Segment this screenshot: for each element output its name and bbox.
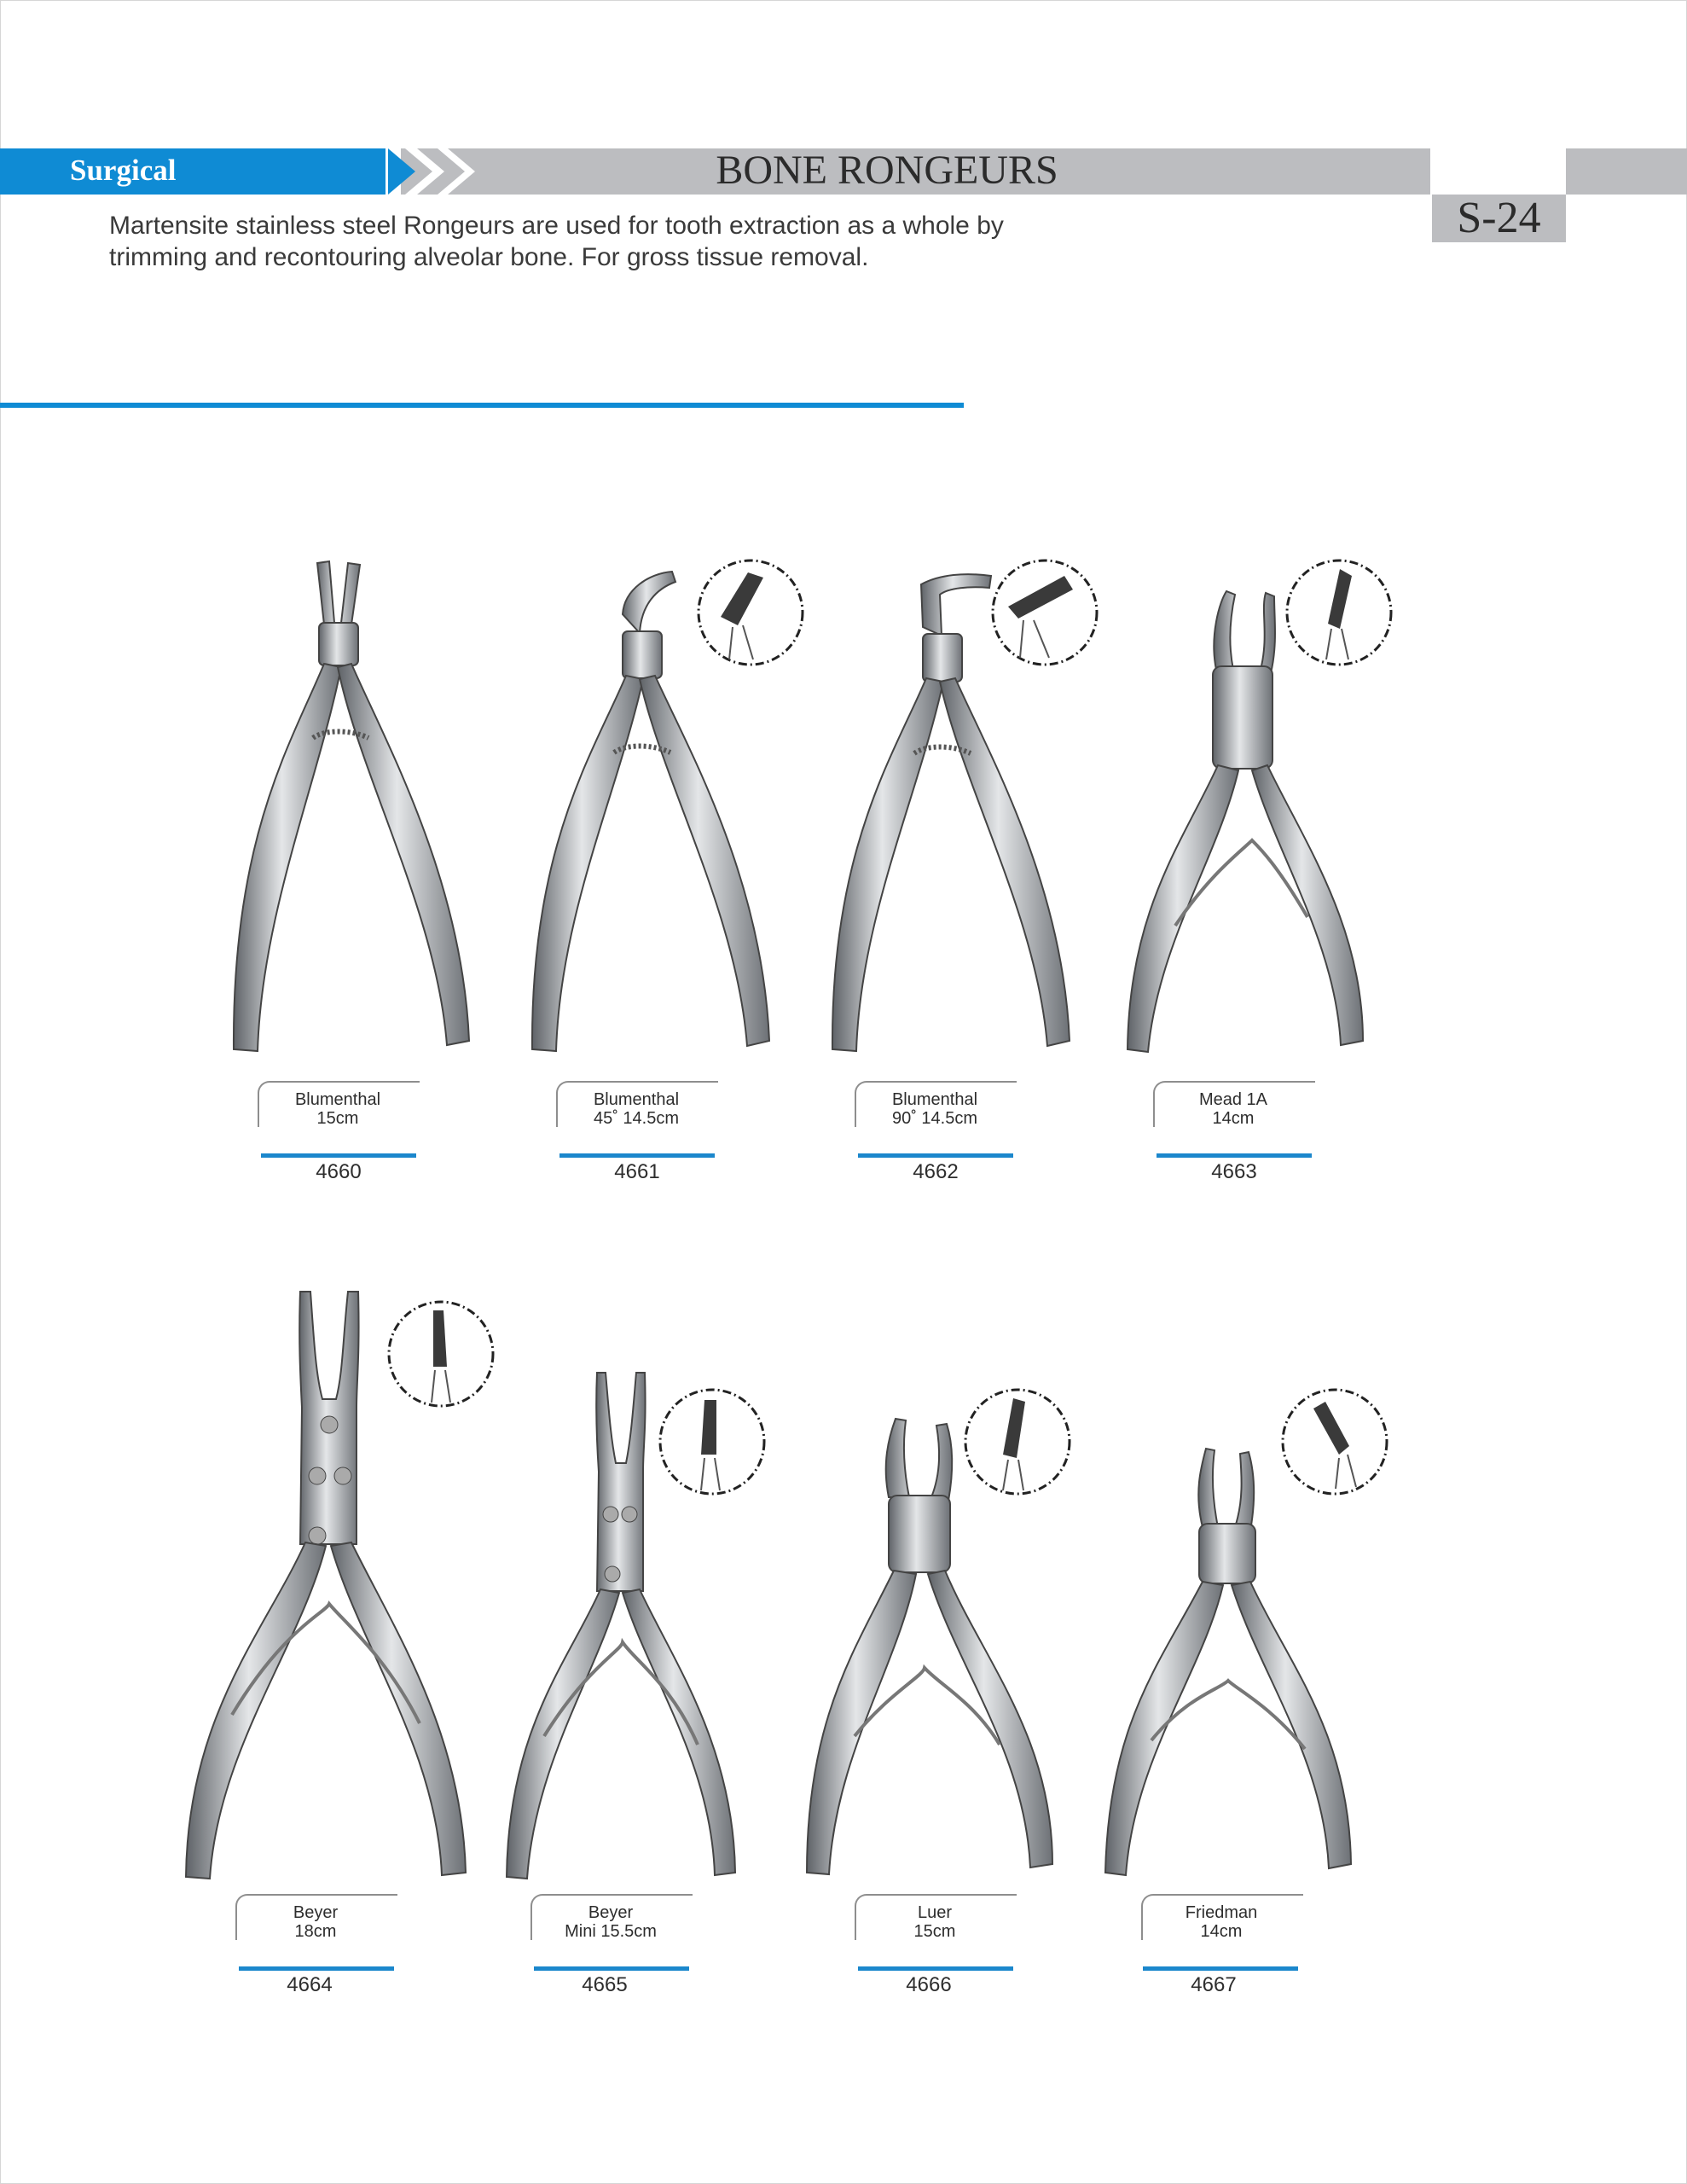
product-spec: 45˚ 14.5cm (593, 1109, 680, 1128)
tip-detail-icon (989, 557, 1100, 668)
tip-detail-icon (1284, 557, 1394, 668)
product-spec: Mini 15.5cm (565, 1922, 657, 1941)
product-label (235, 1903, 396, 1941)
product-code: 4662 (913, 1160, 959, 1183)
product-code: 4661 (614, 1160, 660, 1183)
intro-text (109, 210, 1218, 273)
product-label (556, 1090, 716, 1128)
section-label: Surgical (70, 154, 177, 187)
tip-detail-icon (695, 557, 806, 668)
code-rule (1157, 1153, 1312, 1158)
product-spec: 90˚ 14.5cm (891, 1109, 978, 1128)
product-code: 4667 (1191, 1973, 1237, 1996)
product-label (855, 1903, 1015, 1941)
product-code: 4663 (1211, 1160, 1257, 1183)
product-name: Blumenthal (294, 1090, 381, 1109)
code-rule (858, 1966, 1013, 1971)
product-code: 4664 (287, 1973, 333, 1996)
product-code: 4660 (316, 1160, 362, 1183)
product-label (1141, 1903, 1301, 1941)
tip-detail-icon (1279, 1386, 1390, 1497)
product-name: Mead 1A (1198, 1090, 1268, 1109)
page-title: BONE RONGEURS (716, 148, 1058, 193)
tip-detail-icon (386, 1298, 496, 1409)
code-rule (261, 1153, 416, 1158)
code-rule (534, 1966, 689, 1971)
product-spec: 14cm (1212, 1109, 1255, 1128)
product-name: Friedman (1185, 1903, 1258, 1922)
rongeur-blumenthal-icon (223, 555, 479, 1058)
page-code: S-24 (1457, 194, 1541, 242)
intro-line-1: Martensite stainless steel Rongeurs are used for tooth extraction as a whole by (109, 212, 1004, 240)
section-rule (0, 403, 964, 408)
code-rule (1143, 1966, 1298, 1971)
product-name: Blumenthal (593, 1090, 680, 1109)
product-label (855, 1090, 1015, 1128)
rongeur-friedman-icon (1100, 1442, 1356, 1881)
chevron-arrows-icon (388, 148, 490, 195)
product-label (530, 1903, 691, 1941)
section-tab (0, 148, 386, 195)
product-name: Blumenthal (891, 1090, 978, 1109)
product-spec: 15cm (913, 1922, 956, 1941)
intro-line-2: trimming and recontouring alveolar bone. For gross tissue removal. (109, 243, 869, 271)
code-rule (239, 1966, 394, 1971)
product-name: Beyer (588, 1903, 634, 1922)
product-spec: 18cm (294, 1922, 337, 1941)
code-rule (559, 1153, 715, 1158)
tip-detail-icon (962, 1386, 1073, 1497)
product-code: 4666 (906, 1973, 952, 1996)
product-spec: 14cm (1200, 1922, 1243, 1941)
product-spec: 15cm (316, 1109, 359, 1128)
product-name: Beyer (293, 1903, 339, 1922)
title-band-end (1566, 148, 1687, 195)
product-code: 4665 (582, 1973, 628, 1996)
code-rule (858, 1153, 1013, 1158)
product-label (1153, 1090, 1313, 1128)
tip-detail-icon (657, 1386, 768, 1497)
product-name: Luer (917, 1903, 953, 1922)
product-label (258, 1090, 418, 1128)
